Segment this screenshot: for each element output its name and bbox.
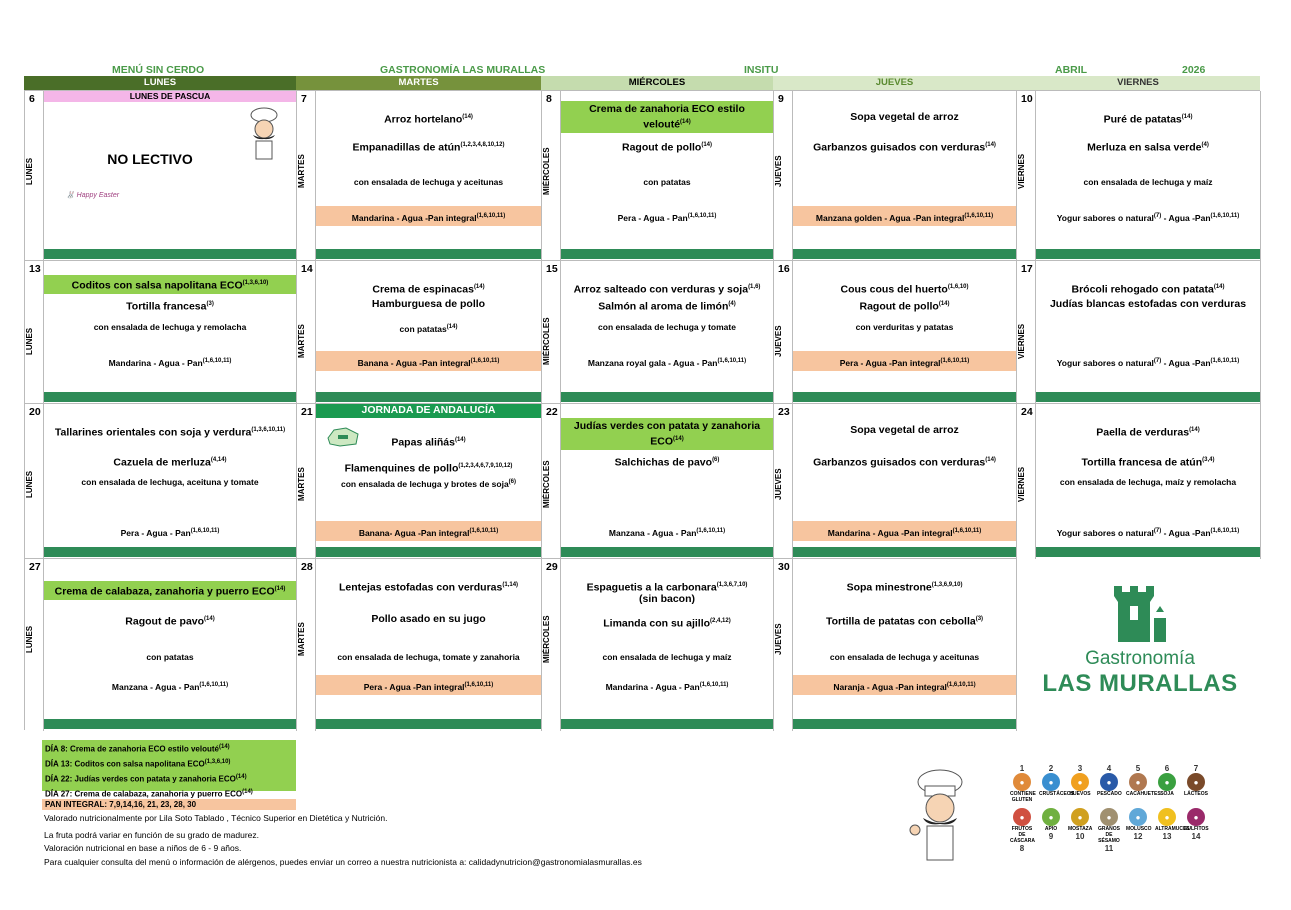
eco-notes [42,740,296,800]
side-dish: con verduritas y patatas [855,322,954,332]
weekday-label: MIÉRCOLES [542,147,551,195]
first-course: Papas aliñás$^{(14)}$ [391,436,466,449]
day-bottom-bar [561,392,773,402]
second-course: Garbanzos guisados con verduras$^{(14)}$ [813,456,996,469]
day-number: 8 [546,93,552,105]
allergen-icon: ● [1071,773,1089,791]
day-header-viernes: VIERNES [1016,76,1260,90]
allergen-icon: ● [1013,773,1031,791]
day-bottom-bar [793,392,1016,402]
second-course: Judías blancas estofadas con verduras [1049,298,1247,310]
eco-dish: Crema de zanahoria ECO estilo velouté$^{(14)}$ [561,101,773,133]
day-bottom-bar [793,249,1016,259]
day-bottom-bar [1036,547,1260,557]
first-course-note: (sin bacon) [638,593,695,605]
allergen-item [1155,808,1190,841]
dessert: Mandarina - Agua - Pan$^{(1,6,10,11)}$ [605,681,729,692]
day-cell [541,403,773,558]
day-number: 28 [301,561,313,573]
day-cell [296,260,541,403]
second-course: Cazuela de merluza$^{(4,14)}$ [113,456,227,469]
day-header-miercoles: MIÉRCOLES [541,76,773,90]
day-cell [1016,260,1260,403]
menu-type: MENÚ SIN CERDO [112,64,205,76]
weekday-label: JUEVES [774,468,783,500]
weekday-label: MIÉRCOLES [542,615,551,663]
andalucia-tag: JORNADA DE ANDALUCÍA [316,404,541,418]
day-cell [296,90,541,260]
weekday-label: MARTES [297,622,306,656]
second-course: Salchichas de pavo$^{(6)}$ [614,456,720,469]
second-course: Ragout de pollo$^{(14)}$ [622,141,712,154]
day-cell [24,403,296,558]
dessert: Mandarina - Agua -Pan integral$^{(1,6,10,11)}$ [316,206,541,226]
logo-line2: LAS MURALLAS [1042,670,1238,697]
day-number: 17 [1021,263,1033,275]
company-name: GASTRONOMÍA LAS MURALLAS [380,64,546,76]
side-dish: con ensalada de lechuga y aceitunas [829,652,980,662]
allergen-icon: ● [1158,773,1176,791]
no-lectivo-label: NO LECTIVO [107,151,193,167]
allergen-number: 14 [1191,832,1201,841]
first-course: Cous cous del huerto$^{(1,6,10)}$ [840,283,969,296]
day-number: 7 [301,93,307,105]
day-bottom-bar [561,547,773,557]
weekday-label: LUNES [25,327,34,355]
day-bottom-bar [561,249,773,259]
day-cell [24,90,296,260]
allergen-number: 9 [1048,832,1054,841]
first-course: Espaguetis a la carbonara$^{(1,3,6,7,10)}$ [586,581,748,594]
weekday-label: JUEVES [774,155,783,187]
allergen-number: 6 [1164,764,1170,773]
second-course: Tortilla de patatas con cebolla$^{(3)}$ [825,615,984,628]
side-dish: con ensalada de lechuga y maíz [602,652,732,662]
allergen-number: 8 [1019,844,1025,853]
allergen-name: SOJA [1160,791,1174,797]
allergen-icon: ● [1013,808,1031,826]
day-number: 10 [1021,93,1033,105]
second-course: Merluza en salsa verde$^{(4)}$ [1087,141,1209,154]
eco-dish: Coditos con salsa napolitana ECO$^{(1,3,6,10)}$ [44,275,296,294]
side-dish: con ensalada de lechuga, maíz y remolacha [1059,477,1237,487]
allergen-item [1184,808,1208,841]
day-bottom-bar [793,719,1016,729]
allergen-item [1068,764,1092,797]
second-course: Ragout de pollo$^{(14)}$ [859,300,950,313]
allergen-item [1039,764,1075,797]
day-number: 29 [546,561,558,573]
day-cell [773,90,1016,260]
allergen-icon: ● [1187,773,1205,791]
side-dish: con ensalada de lechuga y tomate [598,322,736,332]
allergen-item [1010,764,1034,803]
second-course: Empanadillas de atún$^{(1,2,3,4,8,10,12)}$ [352,141,505,154]
first-course: Tallarines orientales con soja y verdura$^{(1,3,6,10,11)}$ [54,426,286,439]
day-cell [541,558,773,730]
allergen-name: CONTIENE GLUTEN [1010,791,1036,803]
allergen-name: GRANOS DE SÉSAMO [1098,826,1120,844]
dessert: Manzana - Agua - Pan$^{(1,6,10,11)}$ [111,681,229,692]
footer-valoracion: Valoración nutricional en base a niños de 6 - 9 años. [44,843,242,853]
allergen-item [1155,764,1179,797]
day-cell [773,558,1016,730]
dessert: Yogur sabores o natural$^{(7)}$ - Agua -Pan$^{(1,6,10,11)}$ [1056,357,1240,368]
allergen-icon: ● [1129,773,1147,791]
allergen-number: 11 [1104,844,1114,853]
day-bottom-bar [316,719,541,729]
allergen-name: LÁCTEOS [1184,791,1208,797]
dessert: Yogur sabores o natural$^{(7)}$ - Agua -Pan$^{(1,6,10,11)}$ [1056,212,1240,223]
second-course: Salmón al aroma de limón$^{(4)}$ [598,300,736,313]
day-cell [541,90,773,260]
allergen-item [1184,764,1208,797]
day-number: 6 [29,93,35,105]
second-course: Garbanzos guisados con verduras$^{(14)}$ [813,141,996,154]
dessert: Yogur sabores o natural$^{(7)}$ - Agua -Pan$^{(1,6,10,11)}$ [1056,527,1240,538]
allergen-icon: ● [1071,808,1089,826]
allergen-name: MOSTAZA [1068,826,1093,832]
weekday-label: LUNES [25,157,34,185]
day-number: 15 [546,263,558,275]
easter-badge: 🐰 Happy Easter [66,192,120,199]
eco-dish: Judías verdes con patata y zanahoria ECO$^{(14)}$ [561,418,773,450]
day-cell [24,260,296,403]
allergen-name: CACAHUETES [1126,791,1161,797]
day-cell [24,558,296,730]
dessert: Banana- Agua -Pan integral$^{(1,6,10,11)}$ [316,521,541,541]
weekday-label: LUNES [25,625,34,653]
day-number: 9 [778,93,784,105]
weekday-label: LUNES [25,470,34,498]
day-number: 20 [29,406,41,418]
allergen-icon: ● [1187,808,1205,826]
eco-note: DÍA 8: Crema de zanahoria ECO estilo velouté$^{(14)}$ [45,744,230,754]
day-cell [1016,403,1260,558]
day-number: 13 [29,263,41,275]
allergen-name: HUEVOS [1069,791,1091,797]
first-course: Crema de espinacas$^{(14)}$ [372,283,485,296]
dessert: Pera - Agua - Pan$^{(1,6,10,11)}$ [120,527,220,538]
month-label: ABRIL [1055,64,1088,76]
day-number: 14 [301,263,313,275]
weekday-label: MARTES [297,467,306,501]
eco-note: DÍA 27: Crema de calabaza, zanahoria y puerro ECO$^{(14)}$ [45,789,253,800]
allergen-number: 5 [1135,764,1141,773]
day-bottom-bar [793,547,1016,557]
day-bottom-bar [44,249,296,259]
first-course: Arroz salteado con verduras y soja$^{(1,6)}$ [573,283,761,296]
second-course: Pollo asado en su jugo [371,613,486,625]
allergen-number: 12 [1133,832,1143,841]
first-course: Sopa vegetal de arroz [850,111,959,123]
allergen-number: 4 [1106,764,1112,773]
dessert: Pera - Agua -Pan integral$^{(1,6,10,11)}$ [316,675,541,695]
allergen-name: FRUTOS DE CÁSCARA [1010,826,1035,844]
day-bottom-bar [44,392,296,402]
day-header-jueves: JUEVES [773,76,1016,90]
allergen-icon: ● [1042,773,1060,791]
day-bottom-bar [561,719,773,729]
dessert: Mandarina - Agua - Pan$^{(1,6,10,11)}$ [108,357,232,368]
allergen-item [1126,808,1150,841]
eco-note: DÍA 22: Judías verdes con patata y zanahoria ECO$^{(14)}$ [45,774,247,784]
second-course: Flamenquines de pollo$^{(1,2,3,4,6,7,9,10,12)}$ [344,462,513,475]
first-course: Paella de verduras$^{(14)}$ [1096,426,1200,439]
allergen-icon: ● [1042,808,1060,826]
day-cell [773,260,1016,403]
day-number: 30 [778,561,790,573]
second-course: Ragout de pavo$^{(14)}$ [125,615,215,628]
dessert: Manzana golden - Agua -Pan integral$^{(1,6,10,11)}$ [793,206,1016,226]
allergen-name: MOLUSCO [1126,826,1152,832]
allergen-number: 3 [1077,764,1083,773]
eco-dish: Crema de calabaza, zanahoria y puerro ECO$^{(14)}$ [44,581,296,600]
first-course: Arroz hortelano$^{(14)}$ [384,113,473,126]
day-cell [773,403,1016,558]
side-dish: con ensalada de lechuga y aceitunas [353,177,504,187]
allergen-item [1039,808,1063,841]
day-bottom-bar [316,249,541,259]
first-course: Sopa minestrone$^{(1,3,6,9,10)}$ [846,581,963,594]
company-logo [1040,580,1240,700]
side-dish: con ensalada de lechuga, aceituna y tomate [81,477,259,487]
allergen-icon: ● [1100,773,1118,791]
chef-icon [905,768,975,868]
day-bottom-bar [44,547,296,557]
allergen-name: SULFITOS [1184,826,1209,832]
weekday-label: VIERNES [1017,466,1026,502]
day-number: 22 [546,406,558,418]
dessert: Pera - Agua -Pan integral$^{(1,6,10,11)}$ [793,351,1016,371]
allergen-item [1068,808,1092,841]
holiday-tag: LUNES DE PASCUA [44,91,296,102]
allergen-number: 7 [1193,764,1199,773]
allergen-icon: ● [1129,808,1147,826]
allergen-number: 1 [1019,764,1025,773]
day-bottom-bar [316,392,541,402]
day-bottom-bar [316,547,541,557]
weekday-label: MIÉRCOLES [542,460,551,508]
first-course: Puré de patatas$^{(14)}$ [1103,113,1193,126]
day-bottom-bar [44,719,296,729]
weekday-label: JUEVES [774,325,783,357]
allergen-name: PESCADO [1097,791,1122,797]
side-dish: con ensalada de lechuga y maíz [1083,177,1213,187]
allergen-item [1126,764,1161,797]
side-dish: con ensalada de lechuga y remolacha [93,322,247,332]
dessert: Banana - Agua -Pan integral$^{(1,6,10,11)}$ [316,351,541,371]
year-label: 2026 [1182,64,1206,76]
first-course: Sopa vegetal de arroz [850,424,959,436]
weekday-label: VIERNES [1017,153,1026,189]
day-cell [296,403,541,558]
dessert: Naranja - Agua -Pan integral$^{(1,6,10,11)}$ [793,675,1016,695]
allergen-number: 10 [1075,832,1085,841]
allergen-name: CRUSTÁCEOS [1039,791,1075,797]
pan-integral-note: PAN INTEGRAL: 7,9,14,16, 21, 23, 28, 30 [42,799,296,810]
allergen-item [1097,764,1121,797]
side-dish: con patatas [643,177,691,187]
day-number: 16 [778,263,790,275]
side-dish: con patatas$^{(14)}$ [399,323,458,334]
eco-note: DÍA 13: Coditos con salsa napolitana ECO$^{(1,3,6,10)}$ [45,759,231,769]
first-course: Lentejas estofadas con verduras$^{(1,14)}$ [338,581,519,594]
day-number: 23 [778,406,790,418]
second-course: Hamburguesa de pollo [371,298,486,310]
dessert: Pera - Agua - Pan$^{(1,6,10,11)}$ [617,212,717,223]
side-dish: con patatas [146,652,194,662]
side-dish: con ensalada de lechuga y brotes de soja$^{(6)}$ [340,478,517,489]
weekday-label: MIÉRCOLES [542,317,551,365]
allergen-name: ALTRAMUCES [1155,826,1190,832]
dessert: Manzana - Agua - Pan$^{(1,6,10,11)}$ [608,527,726,538]
side-dish: con ensalada de lechuga, tomate y zanahoria [337,652,520,662]
day-bottom-bar [1036,392,1260,402]
day-number: 27 [29,561,41,573]
weekday-label: MARTES [297,324,306,358]
day-bottom-bar [1036,249,1260,259]
day-number: 21 [301,406,313,418]
day-cell [1016,90,1260,260]
dessert: Mandarina - Agua -Pan integral$^{(1,6,10,11)}$ [793,521,1016,541]
day-header-lunes: LUNES [24,76,296,90]
second-course: Limanda con su ajillo$^{(2,4,12)}$ [603,617,731,630]
footer-consulta: Para cualquier consulta del menú o información de alérgenos, puedes enviar un correo a nuestra nutricionista a: calidadynutricion@gastronomialasmurallas.es [44,857,642,867]
second-course: Tortilla francesa de atún$^{(3,4)}$ [1081,456,1215,469]
logo-line1: Gastronomía [1085,648,1195,669]
center-label: INSITU [744,64,779,76]
footer-valorado: Valorado nutricionalmente por Lila Soto Tablado , Técnico Superior en Dietética y Nutrición. [44,813,388,823]
second-course: Tortilla francesa$^{(3)}$ [126,300,214,313]
allergen-item [1097,808,1121,853]
day-cell [296,558,541,730]
tower-icon [1112,582,1172,644]
weekday-label: MARTES [297,154,306,188]
weekday-label: JUEVES [774,623,783,655]
allergen-number: 2 [1048,764,1054,773]
footer-fruta: La fruta podrá variar en función de su grado de madurez. [44,830,259,840]
allergen-item [1010,808,1034,853]
first-course: Brócoli rehogado con patata$^{(14)}$ [1071,283,1225,296]
day-header-martes: MARTES [296,76,541,90]
dessert: Manzana royal gala - Agua - Pan$^{(1,6,10,11)}$ [587,357,747,368]
day-number: 24 [1021,406,1033,418]
allergen-icon: ● [1100,808,1118,826]
allergen-name: APIO [1044,826,1058,832]
weekday-label: VIERNES [1017,323,1026,359]
chef-icon [244,107,284,163]
allergen-icon: ● [1158,808,1176,826]
allergen-number: 13 [1162,832,1172,841]
day-cell [541,260,773,403]
